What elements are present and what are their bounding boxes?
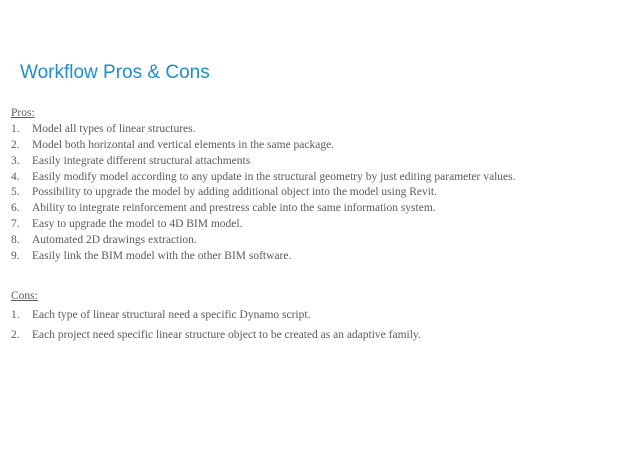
list-item bbox=[11, 201, 516, 217]
list-item-text: Model both horizontal and vertical elements in the same package. bbox=[32, 138, 335, 151]
list-item bbox=[11, 154, 516, 170]
list-item-text: Possibility to upgrade the model by adding additional object into the model using Revit. bbox=[32, 186, 438, 199]
list-item-text: Each project need specific linear structure object to be created as an adaptive family. bbox=[32, 328, 421, 341]
list-item-text: Automated 2D drawings extraction. bbox=[32, 233, 197, 246]
list-item-number: 2. bbox=[11, 138, 20, 151]
list-item-number: 1. bbox=[11, 123, 20, 135]
cons-section bbox=[11, 289, 421, 345]
list-item-text: Easily link the BIM model with the other BIM software. bbox=[32, 249, 292, 262]
list-item bbox=[11, 217, 516, 233]
list-item-text: Model all types of linear structures. bbox=[32, 123, 196, 135]
pros-list bbox=[11, 122, 516, 265]
list-item bbox=[11, 170, 516, 186]
list-item-number: 7. bbox=[11, 218, 20, 231]
list-item-number: 2. bbox=[11, 328, 20, 341]
list-item bbox=[11, 306, 421, 326]
list-item-number: 5. bbox=[11, 186, 20, 199]
list-item bbox=[11, 185, 516, 201]
list-item-text: Easily modify model according to any update in the structural geometry by just editing parameter values. bbox=[32, 170, 516, 183]
list-item-number: 6. bbox=[11, 202, 20, 215]
pros-heading: Pros: bbox=[11, 107, 35, 119]
pros-section bbox=[11, 106, 516, 265]
list-item bbox=[11, 138, 516, 154]
cons-heading: Cons: bbox=[11, 290, 38, 302]
list-item-text: Easily integrate different structural attachments bbox=[32, 154, 251, 167]
list-item-number: 3. bbox=[11, 154, 20, 167]
list-item-text: Ability to integrate reinforcement and prestress cable into the same information system. bbox=[32, 202, 436, 215]
list-item-text: Each type of linear structural need a specific Dynamo script. bbox=[32, 309, 311, 321]
slide-title: Workflow Pros & Cons bbox=[20, 62, 210, 83]
list-item-number: 9. bbox=[11, 249, 20, 262]
list-item bbox=[11, 233, 516, 249]
cons-list bbox=[11, 306, 421, 345]
list-item bbox=[11, 326, 421, 346]
list-item-number: 1. bbox=[11, 309, 20, 321]
list-item-text: Easy to upgrade the model to 4D BIM model. bbox=[32, 218, 243, 231]
list-item-number: 4. bbox=[11, 170, 20, 183]
list-item-number: 8. bbox=[11, 233, 20, 246]
list-item bbox=[11, 249, 516, 265]
list-item bbox=[11, 122, 516, 138]
